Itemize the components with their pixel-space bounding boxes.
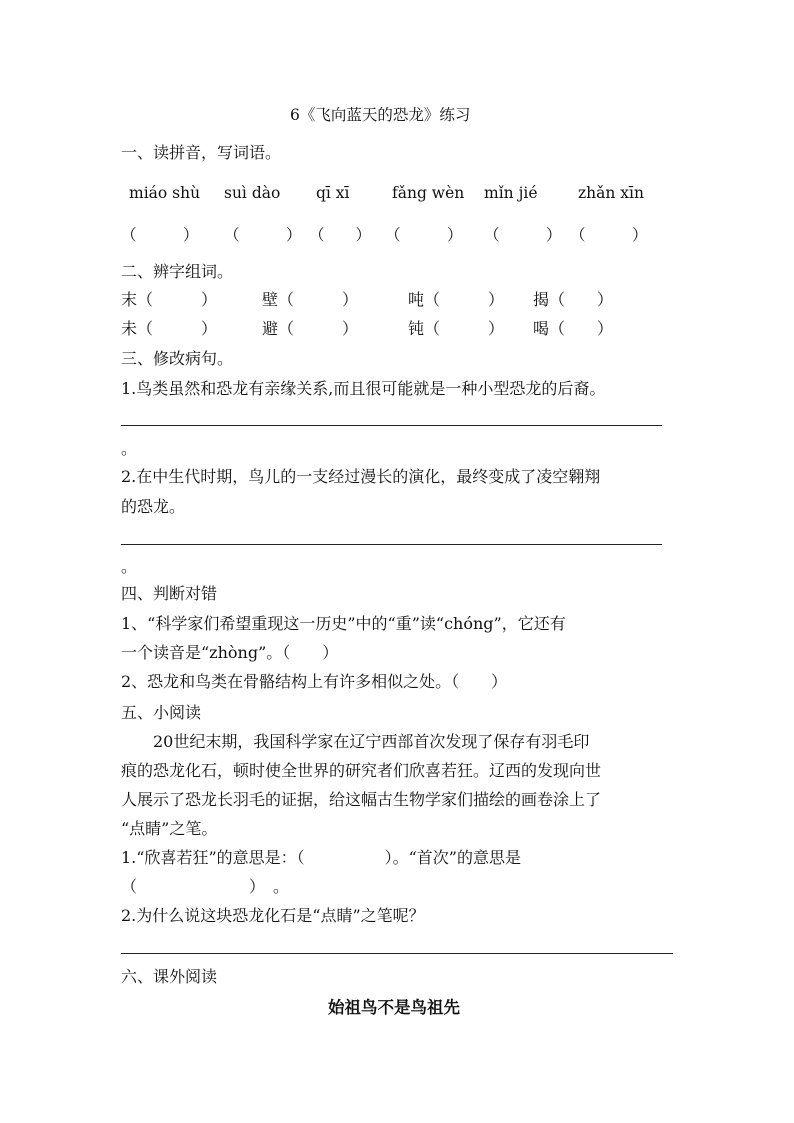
answer-blank[interactable]: （ ） xyxy=(484,226,562,244)
page-title: 6《飞向蓝天的恐龙》练习 xyxy=(290,106,471,124)
judge-question-1-line2: 一个读音是“zhòng”。（ ） xyxy=(121,643,339,662)
judge-question-2: 2、恐龙和鸟类在骨骼结构上有许多相似之处。（ ） xyxy=(121,672,508,691)
section-6-heading: 六、课外阅读 xyxy=(121,967,218,986)
pinyin-item: miáo shù xyxy=(129,184,201,202)
reading-question-1-line2: （ ） 。 xyxy=(121,877,290,896)
answer-blank[interactable]: （ ） xyxy=(309,226,372,244)
pinyin-item: suì dào xyxy=(224,184,281,202)
answer-line[interactable] xyxy=(121,425,662,426)
pinyin-item: fǎng wèn xyxy=(392,184,465,202)
passage-line: 20世纪末期，我国科学家在辽宁西部首次发现了保存有羽毛印 xyxy=(153,732,590,751)
sentence-2-line2: 的恐龙。 xyxy=(121,497,186,516)
answer-blank[interactable]: （ ） xyxy=(385,226,463,244)
reading-question-1-line1: 1.“欣喜若狂”的意思是：（ ）。“首次”的意思是 xyxy=(121,848,521,867)
pinyin-item: qī xī xyxy=(316,184,350,202)
sentence-2-line1: 2.在中生代时期，鸟儿的一支经过漫长的演化，最终变成了凌空翱翔 xyxy=(121,467,601,486)
section-2-heading: 二、辨字组词。 xyxy=(121,262,234,281)
char-compare-item[interactable]: 喝（ ） xyxy=(533,319,614,338)
char-compare-item[interactable]: 末（ ） xyxy=(121,290,218,309)
sentence-end-mark: 。 xyxy=(121,557,138,576)
sentence-end-mark: 。 xyxy=(121,439,138,458)
char-compare-item[interactable]: 避（ ） xyxy=(262,319,359,338)
answer-blank[interactable]: （ ） xyxy=(121,226,199,244)
answer-blank[interactable]: （ ） xyxy=(570,226,648,244)
section-5-heading: 五、小阅读 xyxy=(121,703,202,722)
section-4-heading: 四、判断对错 xyxy=(121,584,218,603)
char-compare-item[interactable]: 吨（ ） xyxy=(408,290,505,309)
char-compare-item[interactable]: 壁（ ） xyxy=(262,290,359,309)
section-1-heading: 一、读拼音，写词语。 xyxy=(121,143,282,162)
section-3-heading: 三、修改病句。 xyxy=(121,349,234,368)
passage-line: 人展示了恐龙长羽毛的证据，给这幅古生物学家们描绘的画卷涂上了 xyxy=(121,790,602,809)
judge-question-1-line1: 1、“科学家们希望重现这一历史”中的“重”读“chóng”，它还有 xyxy=(121,614,566,633)
answer-line[interactable] xyxy=(121,953,673,954)
answer-line[interactable] xyxy=(121,544,662,545)
reading-question-2: 2.为什么说这块恐龙化石是“点睛”之笔呢？ xyxy=(121,906,425,925)
sentence-1: 1.鸟类虽然和恐龙有亲缘关系,而且很可能就是一种小型恐龙的后裔。 xyxy=(121,379,606,398)
char-compare-item[interactable]: 揭（ ） xyxy=(533,290,614,309)
answer-blank[interactable]: （ ） xyxy=(224,226,302,244)
char-compare-item[interactable]: 未（ ） xyxy=(121,319,218,338)
passage-line: 痕的恐龙化石，顿时使全世界的研究者们欣喜若狂。辽西的发现向世 xyxy=(121,761,602,780)
article-title: 始祖鸟不是鸟祖先 xyxy=(328,998,460,1017)
char-compare-item[interactable]: 钝（ ） xyxy=(408,319,505,338)
pinyin-item: zhǎn xīn xyxy=(578,184,644,202)
passage-line: “点睛”之笔。 xyxy=(121,819,218,838)
pinyin-item: mǐn jié xyxy=(484,184,538,202)
